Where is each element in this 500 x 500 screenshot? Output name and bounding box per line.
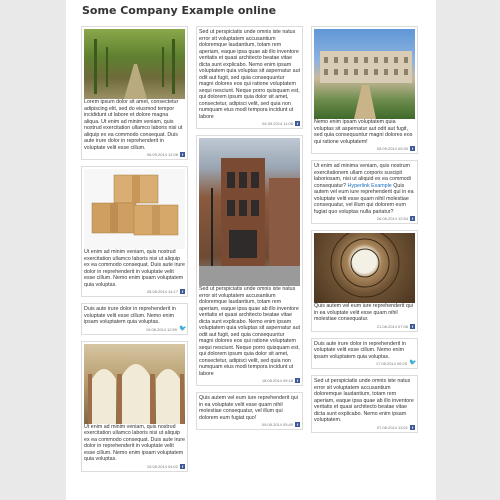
post-card[interactable] [311,26,418,154]
post-card[interactable] [81,303,188,335]
post-date: 05.09.2014 09:30 [376,146,408,151]
post-text: Ut enim ad minim veniam, quis nostrud exercitation ullamco laboris nisi ut aliquip ex ea commodo consequat. Duis aute irure dolor in reprehenderit in voluptate velit esse cillum. Nemo enim ipsam voluptatem quia voluptas. [84,249,185,288]
post-card[interactable] [196,392,303,430]
post-text: Ut enim ad minim veniam, quis nostrud exercitation ullamco laboris nisi ut aliquip ex ea commodo consequat. Duis aute irure dolor in reprehenderit in voluptate velit esse cillum. Nemo enim ipsam voluptatem quia voluptas. [84,423,185,462]
twitter-icon[interactable]: 🐦 [409,360,417,366]
dome-ceiling-photo[interactable] [314,233,415,303]
post-card[interactable] [311,375,418,433]
feed-column-1 [81,26,188,478]
facebook-icon[interactable]: f [296,422,299,427]
post-text: Duis aute irure dolor in reprehenderit in voluptate velit esse cillum. Nemo enim ipsam voluptatem quia voluptas. [84,306,176,325]
post-text: Quis autem vel eum iure reprehenderit qui in ea voluptate velit esse quam nihil molestiae consequatur, vel illum qui dolorem eum fugiat quo! [199,395,298,421]
post-text: Nemo enim ipsam voluptatem quia voluptas sit aspernatur aut odit aut fugit, sed quia consequuntur magni dolores eos qui ratione voluptatem! [314,119,413,145]
post-card[interactable] [196,135,303,386]
feed-column-3 [311,26,418,439]
post-card[interactable] [311,230,418,332]
facebook-icon[interactable]: f [181,289,184,294]
post-text: Duis aute irure dolor in reprehenderit in voluptate velit esse cillum. Nemo enim ipsam voluptatem quia voluptas. [314,340,406,360]
post-text: Quis autem vel eum iure reprehenderit qui in ea voluptate velit esse quam nihil molestiae consequatur. [314,303,413,322]
facebook-icon[interactable]: f [181,463,184,469]
facebook-icon[interactable]: f [296,378,299,383]
post-date: 26.08.2014 12:54 [376,216,408,221]
post-card[interactable] [196,26,303,129]
post-text-with-link [314,163,415,215]
post-text: Sed ut perspiciatis unde omnis iste natus error sit voluptatem accusantium doloremque laudantium, totam rem aperiam, eaque ipsa quae ab illo inventore veritatis et quasi architecto beatae vitae dicta sunt explicabo. Nemo enim ipsam voluptatem quia voluptas sit aspernatur aut odit aut fugit, sed quia consequuntur magni dolores eos qui ratione voluptatem sequi nesciunt. Neque porro quisquam est, qui dolorem ipsum quia dolor sit amet, consectetur, adipisci velit, sed quia non numquam eius modi tempora incidunt ut labore [199,286,300,377]
cardboard-boxes-photo[interactable] [84,169,185,249]
post-text: Lorem ipsum dolor sit amet, consectetur adipiscing elit, sed do eiusmod tempor incididunt ut labore et dolore magna aliqua. Ut enim ad minim veniam, quis nostrud exercitation ullamco laboris nisi ut aliquip ex ea commodo consequat. Duis aute irure dolor in reprehenderit in voluptate velit esse cillum. [84,99,183,151]
facebook-icon[interactable]: f [411,424,414,430]
post-card[interactable] [81,26,188,160]
feed-column-2 [196,26,303,436]
post-date: 06.09.2014 12:08 [146,152,178,157]
post-date: 19.08.2014 12:59 [145,326,177,332]
post-date: 15.08.2014 04:02 [146,463,178,469]
post-date: 17.08.2014 06:25 [375,361,407,366]
page-title: Some Company Example online [82,4,277,17]
facebook-icon[interactable]: f [411,216,414,221]
post-card[interactable] [81,341,188,472]
post-text: Ut enim ad minima veniam, quis nostrum exercitationem ullam corporis suscipit laboriosam, nisi ut aliquid ex ea commodi consequatur? [314,163,411,189]
facebook-icon[interactable]: f [411,323,414,329]
facebook-icon[interactable]: f [411,146,414,151]
post-date: 09.08.2014 05:49 [261,422,293,427]
post-date: 21.08.2014 07:08 [376,323,408,329]
post-card[interactable] [81,166,188,297]
post-text: Sed ut perspiciatis unde omnis iste natus error sit voluptatem accusantium doloremque laudantium, totam rem aperiam, eaque ipsa quae ab illo inventore veritatis et quasi architecto beatae vitae dicta sunt explicabo. Nemo enim ipsam voluptatem quia voluptas sit aspernatur aut odit aut fugit, sed quia consequuntur magni dolores eos qui ratione voluptatem sequi nesciunt. Neque porro quisquam est, qui dolorem ipsum quia dolor sit amet, consectetur, adipisci velit, sed quia non numquam eius modi tempora incidunt ut labore [199,29,300,120]
facebook-icon[interactable]: f [181,152,184,157]
arched-hall-photo[interactable] [84,344,185,424]
post-date: 28.08.2014 14:17 [146,289,178,294]
twitter-icon[interactable]: 🐦 [179,325,187,332]
hyperlink[interactable]: Hyperlink Example [347,182,392,189]
palace-photo[interactable] [314,29,415,119]
facebook-icon[interactable]: f [296,121,299,126]
post-card[interactable] [311,338,418,370]
post-date: 18.08.2014 09:18 [261,378,293,383]
post-text: Sed ut perspiciatis unde omnis iste natus error sit voluptatem accusantium doloremque laudantium, totam rem aperiam, eaque ipsa quae ab illo inventore veritatis et quasi architecto beatae vitae dicta sunt explicabo. Nemo enim ipsam voluptatem. [314,378,414,423]
post-date: 07.08.2014 13:01 [376,424,408,430]
post-text-continued: Quis autem vel eum iure reprehenderit qui in ea voluptate velit esse quam nihil molestiae consequatur, vel illum qui dolorem eum fugiat quo voluptas nulla pariatur? [314,182,414,215]
tree-avenue-photo[interactable] [84,29,185,99]
brick-storefront-photo[interactable] [199,138,300,286]
post-card[interactable] [311,160,418,224]
post-date: 04.09.2014 11:08 [262,121,293,126]
